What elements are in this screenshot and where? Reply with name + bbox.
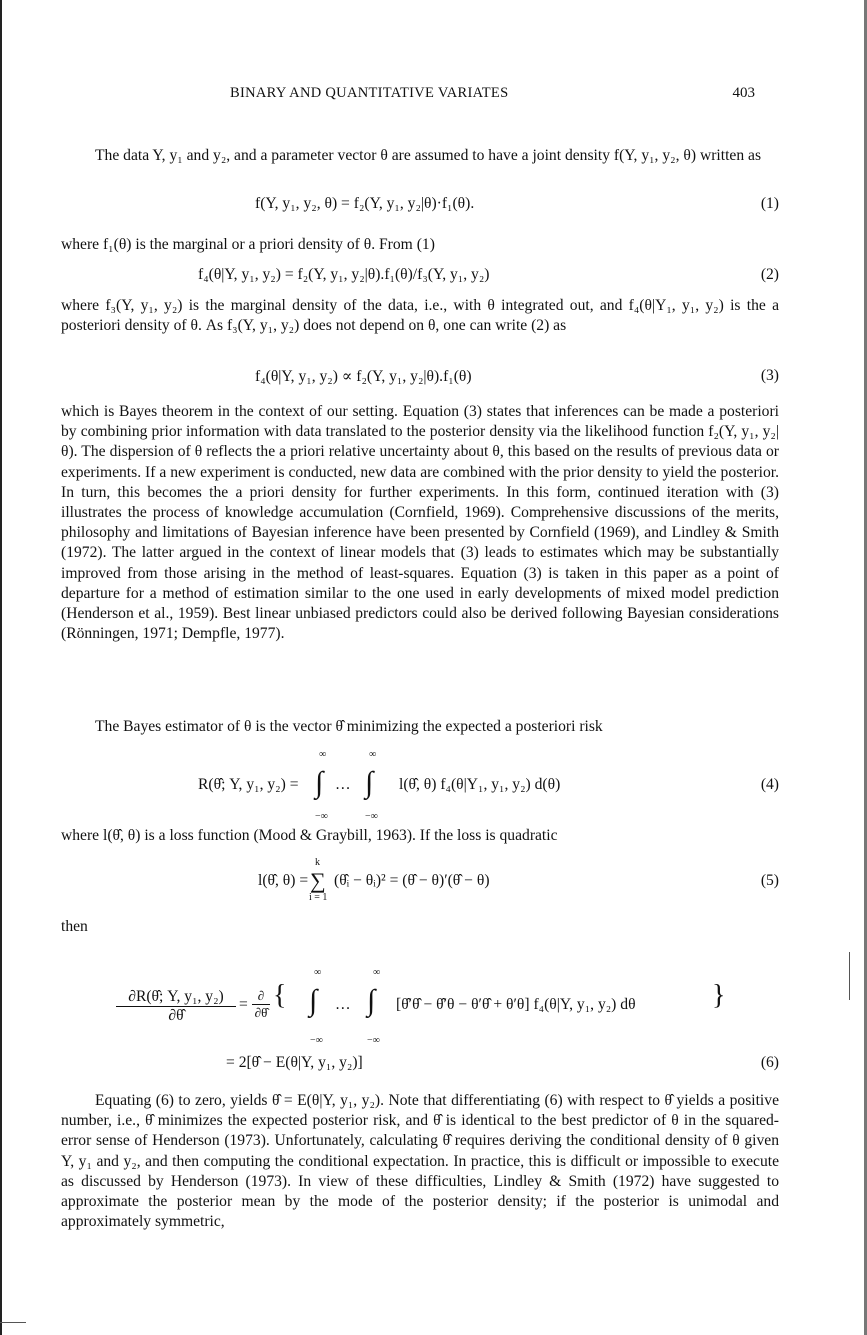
page-header (230, 85, 755, 109)
equation-6 (61, 968, 779, 1078)
paragraph-equating-six: Equating (6) to zero, yields θ̂ = E(θ|Y, y₁, y₂). Note that differentiating (6) with respect to θ̂ yields a positive number, i.e., θ̂ minimizes the expected posterior risk, and θ̂ is identical to the best predictor of θ in the squared-error sense of Henderson (1973). Unfortunately, calculating θ̂ requires deriving the conditional density of θ given Y, y₁ and y₂, and then computing the conditional expectation. In practice, this is difficult or impossible to execute as discussed by Henderson (1973). In view of these difficulties, Lindley & Smith (1972) have suggested to approximate the posterior mean by the mode of the posterior density; if the posterior is unimodal and approximately symmetric, (61, 1092, 779, 1231)
equation-3-number: (3) (760, 367, 779, 384)
equation-6-dots: … (335, 996, 351, 1013)
equation-4-lower-limit-2: −∞ (365, 811, 378, 822)
equation-6-lower-limit-1: −∞ (310, 1035, 323, 1046)
equation-6-lhs-denominator: ∂θ̂ (168, 1007, 184, 1024)
equation-6-equals: = (239, 996, 248, 1013)
paragraph-then: then (61, 918, 88, 935)
equation-5-lhs: l(θ̂, θ) = (258, 872, 309, 889)
equation-5-number: (5) (760, 872, 779, 889)
scan-margin-mark (849, 952, 850, 1000)
equation-2-number: (2) (760, 266, 779, 283)
equation-1-expression: f(Y, y₁, y₂, θ) = f₂(Y, y₁, y₂|θ)·f₁(θ). (255, 195, 475, 212)
integral-sign-2: ∫ (365, 766, 374, 799)
equation-2-expression: f₄(θ|Y, y₁, y₂) = f₂(Y, y₁, y₂|θ).f₁(θ)/f₃(Y, y₁, y₂) (198, 266, 490, 283)
equation-6-integral-sign-1: ∫ (309, 984, 318, 1017)
equation-4-number: (4) (760, 776, 779, 793)
equation-6-derivative-denominator: ∂θ̂ (254, 1005, 268, 1020)
equation-6-result: = 2[θ̂ − E(θ|Y, y₁, y₂)] (226, 1054, 363, 1071)
equation-6-number: (6) (760, 1054, 779, 1071)
equation-6-upper-limit-2: ∞ (373, 967, 381, 978)
equation-4-upper-limit-2: ∞ (369, 749, 377, 760)
equation-3 (61, 367, 779, 391)
equation-6-derivative-operator (252, 988, 270, 1021)
equation-5-rhs: (θ̂ᵢ − θᵢ)² = (θ̂ − θ)′(θ̂ − θ) (334, 872, 490, 889)
summation-lower-limit: i = 1 (309, 892, 328, 903)
running-title: BINARY AND QUANTITATIVE VARIATES (230, 85, 509, 101)
equation-3-expression: f₄(θ|Y, y₁, y₂) ∝ f₂(Y, y₁, y₂|θ).f₁(θ) (255, 368, 472, 385)
paragraph-loss-function: where l(θ̂, θ) is a loss function (Mood & Graybill, 1963). If the loss is quadratic (61, 827, 558, 844)
equation-1-number: (1) (760, 195, 779, 212)
equation-4-dots: … (335, 776, 351, 793)
paragraph-bayes-estimator: The Bayes estimator of θ is the vector θ̂ minimizing the expected a posteriori risk (95, 718, 603, 735)
equation-6-integral-sign-2: ∫ (367, 984, 376, 1017)
summation-upper-limit: k (315, 857, 320, 868)
equation-2 (61, 266, 779, 290)
summation-sign: ∑ (310, 868, 326, 893)
equation-4-upper-limit-1: ∞ (319, 749, 327, 760)
integral-sign-1: ∫ (315, 766, 324, 799)
page-number: 403 (732, 85, 755, 101)
equation-1 (61, 195, 779, 219)
equation-6-right-brace: } (712, 980, 726, 1011)
equation-6-lower-limit-2: −∞ (367, 1035, 380, 1046)
paragraph-bayes-theorem: which is Bayes theorem in the context of our setting. Equation (3) states that inferences can be made a posteriori by combining prior information with data translated to the posterior density via the likelihood function f₂(Y, y₁, y₂|θ). The dispersion of θ reflects the a priori relative uncertainty about θ, this based on the results of previous data or experiments. If a new experiment is conducted, new data are combined with the prior density to yield the posterior. In turn, this becomes the a priori density for further experiments. In this form, continued iteration with (3) illustrates the process of knowledge accumulation (Cornfield, 1969). Comprehensive discussions of the merits, philosophy and limitations of Bayesian inference have been presented by Cornfield (1969), and Lindley & Smith (1972). The latter argued in the context of linear models that (3) leads to estimates which may be substantially improved from those arising in the method of least-squares. Equation (3) is taken in this paper as a point of departure for a method of estimation similar to the one used in early developments of mixed model prediction (Henderson et al., 1959). Best linear unbiased predictors could also be derived following Bayesian considerations (Rönningen, 1971; Dempfle, 1977). (61, 403, 779, 643)
equation-4-integrand: l(θ̂, θ) f₄(θ|Y₁, y₁, y₂) d(θ) (399, 776, 561, 793)
equation-5 (61, 858, 779, 904)
equation-6-lhs-numerator: ∂R(θ̂; Y, y₁, y₂) (116, 988, 236, 1007)
equation-4 (61, 750, 779, 822)
equation-6-left-brace: { (273, 980, 287, 1011)
equation-4-lower-limit-1: −∞ (315, 811, 328, 822)
equation-6-lhs-fraction (116, 988, 236, 1025)
paragraph-marginal-prior: where f₁(θ) is the marginal or a priori density of θ. From (1) (61, 236, 435, 253)
scan-corner-mark (0, 1322, 26, 1323)
equation-4-lhs: R(θ̂; Y, y₁, y₂) = (198, 776, 299, 793)
scan-left-edge (0, 0, 2, 1335)
paragraph-joint-density: The data Y, y₁ and y₂, and a parameter vector θ are assumed to have a joint density f(Y, y₁, y₂, θ) written as (95, 147, 762, 164)
equation-6-integrand: [θ̂′θ̂ − θ̂′θ − θ′θ̂ + θ′θ] f₄(θ|Y, y₁, y₂) dθ (396, 996, 636, 1013)
equation-6-derivative-numerator: ∂ (252, 988, 270, 1005)
paragraph-posterior-density: where f₃(Y, y₁, y₂) is the marginal density of the data, i.e., with θ integrated out, and f₄(θ|Y₁, y₁, y₂) is the a posteriori density of θ. As f₃(Y, y₁, y₂) does not depend on θ, one can write (2) as (61, 297, 779, 335)
equation-6-upper-limit-1: ∞ (314, 967, 322, 978)
